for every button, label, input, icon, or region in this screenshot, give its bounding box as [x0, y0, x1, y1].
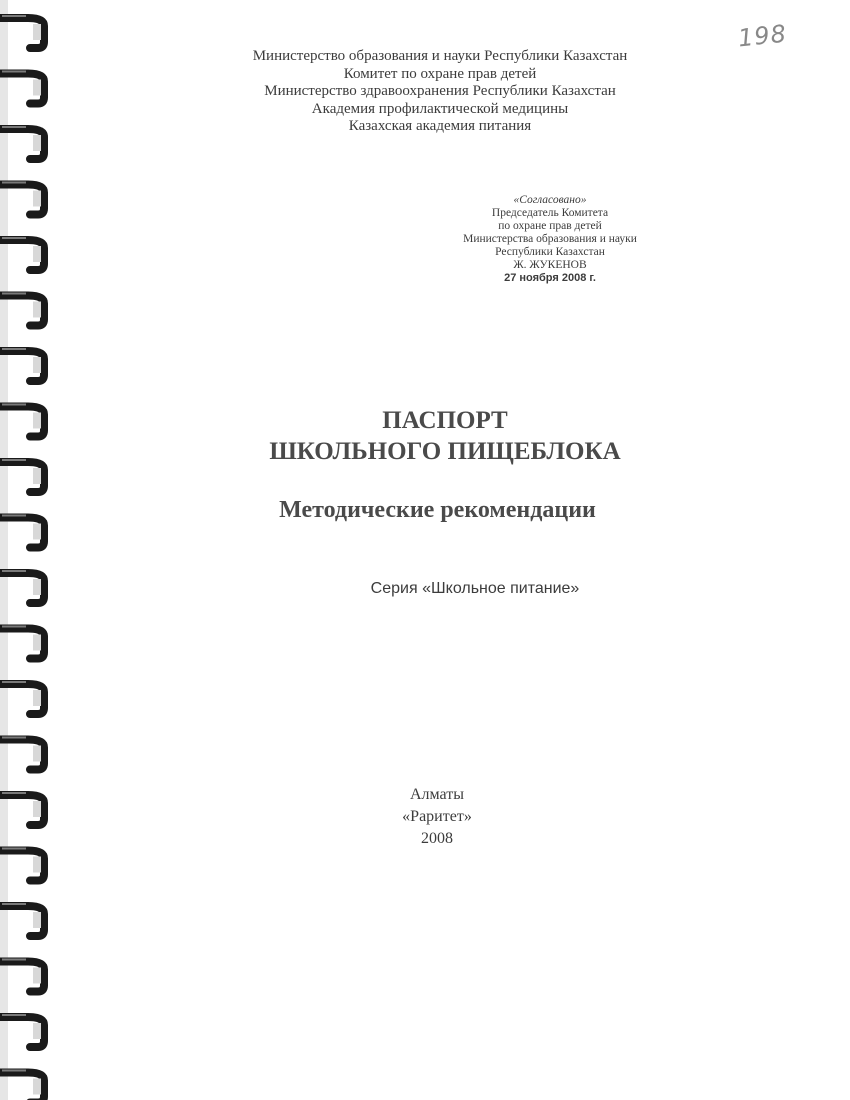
spiral-binding — [0, 0, 60, 1100]
approval-line: Председатель Комитета — [491, 207, 609, 219]
approval-signatory: Ж. ЖУКЕНОВ — [513, 259, 587, 271]
organization-line: Министерство здравоохранения Республики Казахстан — [264, 83, 616, 99]
document-subtitle: Методические рекомендации — [279, 497, 596, 523]
approval-block — [430, 194, 670, 285]
approval-heading: «Согласовано» — [513, 194, 587, 206]
approval-line: Республики Казахстан — [495, 246, 605, 258]
organizations-header — [200, 48, 680, 136]
imprint-year: 2008 — [421, 830, 453, 847]
organization-line: Казахская академия питания — [348, 118, 532, 134]
organization-line: Министерство образования и науки Республики Казахстан — [252, 48, 628, 64]
document-title — [200, 405, 690, 467]
handwritten-page-number: 198 — [736, 19, 789, 53]
imprint-publisher: «Раритет» — [402, 808, 472, 825]
title-line: ШКОЛЬНОГО ПИЩЕБЛОКА — [269, 438, 621, 465]
organization-line: Академия профилактической медицины — [311, 100, 569, 117]
approval-date: 27 ноября 2008 г. — [504, 272, 596, 284]
approval-line: Министерства образования и науки — [463, 233, 637, 245]
imprint-city: Алматы — [410, 786, 464, 803]
approval-line: по охране прав детей — [498, 220, 602, 232]
title-line: ПАСПОРТ — [382, 407, 508, 434]
series-label: Серия «Школьное питание» — [370, 580, 580, 597]
imprint — [337, 784, 537, 850]
organization-line: Комитет по охране прав детей — [343, 65, 537, 82]
binding-spine — [0, 0, 8, 1100]
